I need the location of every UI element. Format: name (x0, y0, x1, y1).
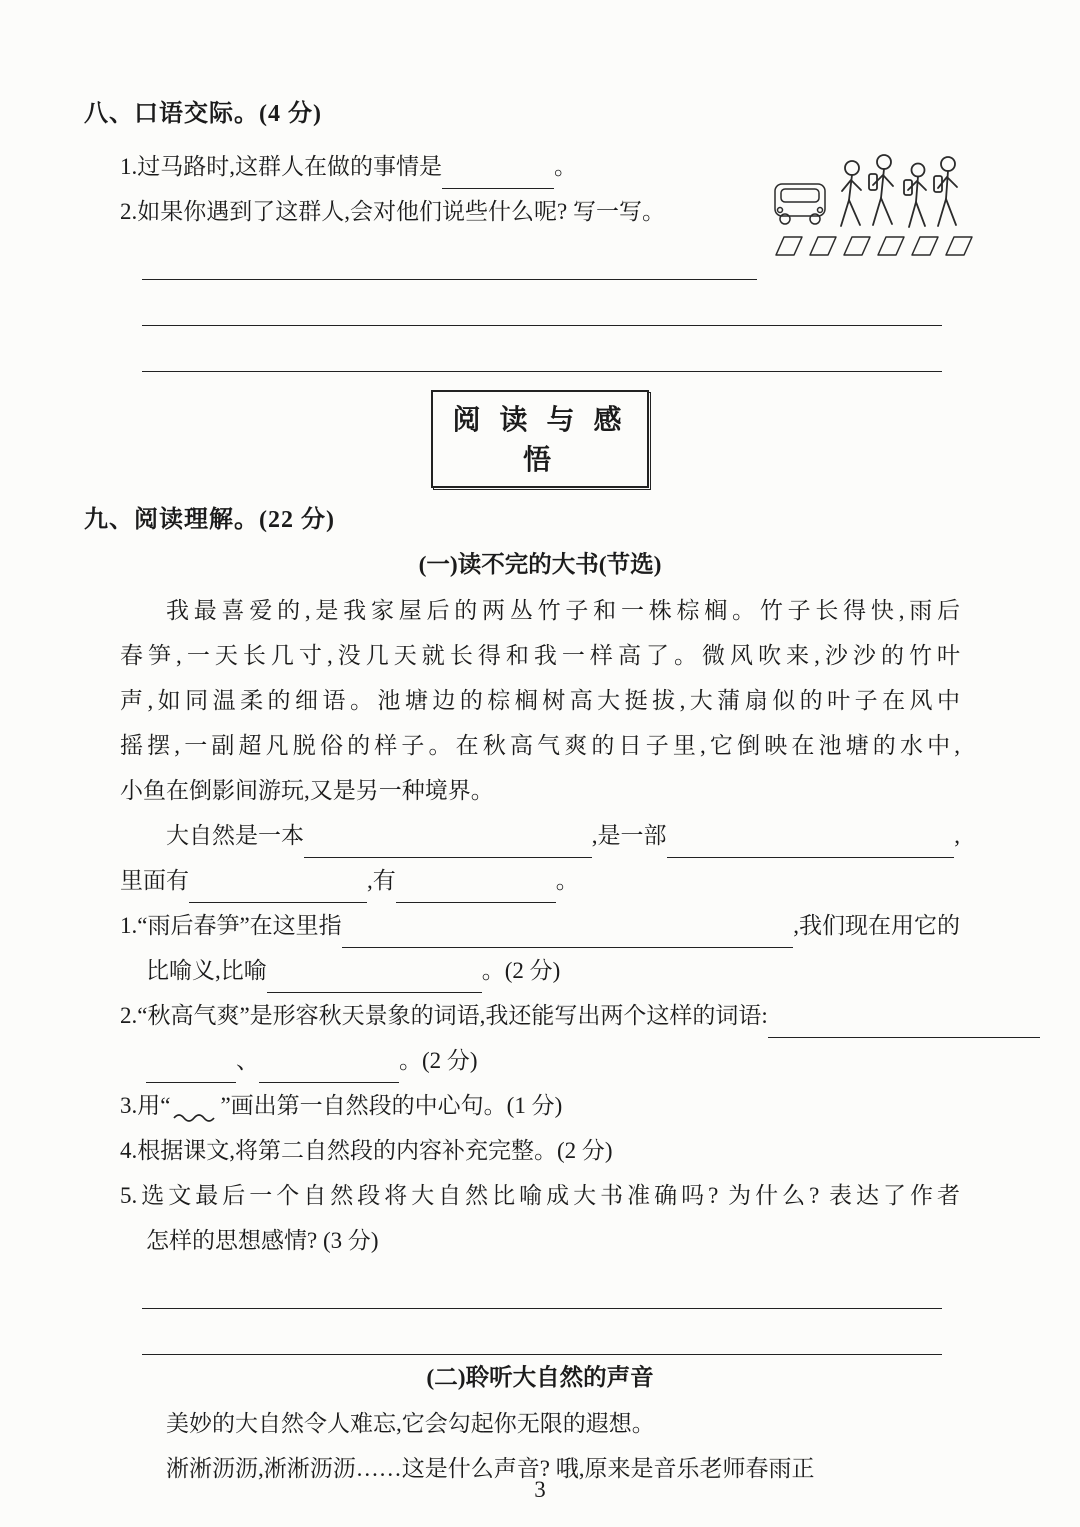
fill-blank-sentence-line-2 (120, 858, 960, 903)
passage-2-line: 美妙的大自然令人难忘,它会勾起你无限的遐想。 (166, 1411, 655, 1436)
answer-blank[interactable] (342, 913, 794, 948)
passage-1-line: 我最喜爱的,是我家屋后的两丛竹子和一株棕榈。竹子长得快,雨后 (166, 598, 960, 623)
answer-blank[interactable] (267, 958, 482, 993)
section-8-heading: 八、口语交际。(4 分) (84, 101, 322, 127)
q1-text-d: 。(2 分) (481, 958, 561, 983)
answer-blank[interactable] (259, 1048, 399, 1083)
paper-content (84, 92, 960, 1491)
question-1-line-1 (120, 903, 960, 948)
question-1-line-2 (120, 948, 960, 993)
question-4: 4.根据课文,将第二自然段的内容补充完整。(2 分) (120, 1138, 613, 1163)
answer-blank[interactable] (146, 1048, 236, 1083)
passage-2-title: (二)聆听大自然的声音 (426, 1365, 654, 1391)
passage-2-line: 淅淅沥沥,淅淅沥沥……这是什么声音? 哦,原来是音乐老师春雨正 (166, 1456, 815, 1481)
answer-blank[interactable] (667, 823, 955, 858)
question-2-line-2 (120, 1038, 960, 1083)
fill1-text-c: , (954, 823, 960, 848)
q1-text-a: 1.“雨后春笋”在这里指 (120, 913, 342, 938)
oral-q1-text: 1.过马路时,这群人在做的事情是 (120, 154, 442, 179)
passage-1-title: (一)读不完的大书(节选) (418, 552, 662, 578)
question-2-line-1 (120, 993, 1040, 1038)
answer-blank[interactable] (396, 868, 556, 903)
fill1-text-a: 大自然是一本 (166, 823, 304, 848)
fill2-text-c: 。 (555, 868, 579, 893)
fill-blank-sentence-line-1 (120, 813, 960, 858)
section-9-heading: 九、阅读理解。(22 分) (84, 507, 335, 533)
reading-section-banner (431, 390, 649, 488)
answer-blank[interactable] (768, 1003, 1040, 1038)
fill2-text-a: 里面有 (120, 868, 189, 893)
q2-text-a: 2.“秋高气爽”是形容秋天景象的词语,我还能写出两个这样的词语: (120, 1003, 768, 1028)
passage-1-line: 小鱼在倒影间游玩,又是另一种境界。 (120, 778, 494, 803)
answer-line[interactable] (142, 234, 757, 280)
passage-1-line: 摇摆,一副超凡脱俗的样子。在秋高气爽的日子里,它倒映在池塘的水中, (120, 733, 960, 758)
page-number: 3 (534, 1477, 546, 1502)
q2-text-c: 。(2 分) (399, 1048, 478, 1073)
oral-question-2: 2.如果你遇到了这群人,会对他们说些什么呢? 写一写。 (120, 199, 665, 224)
fill2-text-b: ,有 (367, 868, 396, 893)
oral-question-1 (120, 144, 960, 189)
q3-text-a: 3.用“ (120, 1093, 171, 1118)
answer-blank[interactable] (442, 154, 554, 189)
passage-1-line: 声,如同温柔的细语。池塘边的棕榈树高大挺拔,大蒲扇似的叶子在风中 (120, 688, 960, 713)
answer-blank[interactable] (304, 823, 592, 858)
q3-text-b: ”画出第一自然段的中心句。(1 分) (220, 1093, 563, 1118)
answer-blank[interactable] (189, 868, 367, 903)
oral-q1-period: 。 (554, 154, 577, 179)
q1-text-c: 比喻义,比喻 (146, 958, 267, 983)
answer-line[interactable] (142, 1309, 942, 1355)
answer-line[interactable] (142, 280, 942, 326)
wavy-line-icon (172, 1110, 218, 1122)
q1-text-b: ,我们现在用它的 (793, 913, 960, 938)
question-5-line-2: 怎样的思想感情? (3 分) (146, 1228, 379, 1253)
answer-line[interactable] (142, 326, 942, 372)
question-3 (120, 1083, 960, 1128)
q2-separator: 、 (236, 1048, 259, 1073)
answer-line[interactable] (142, 1263, 942, 1309)
banner-title: 阅 读 与 感 悟 (452, 405, 628, 476)
fill1-text-b: ,是一部 (591, 823, 667, 848)
passage-1-line: 春笋,一天长几寸,没几天就长得和我一样高了。微风吹来,沙沙的竹叶 (120, 643, 960, 668)
question-5-line-1: 5.选文最后一个自然段将大自然比喻成大书准确吗? 为什么? 表达了作者 (120, 1183, 960, 1208)
